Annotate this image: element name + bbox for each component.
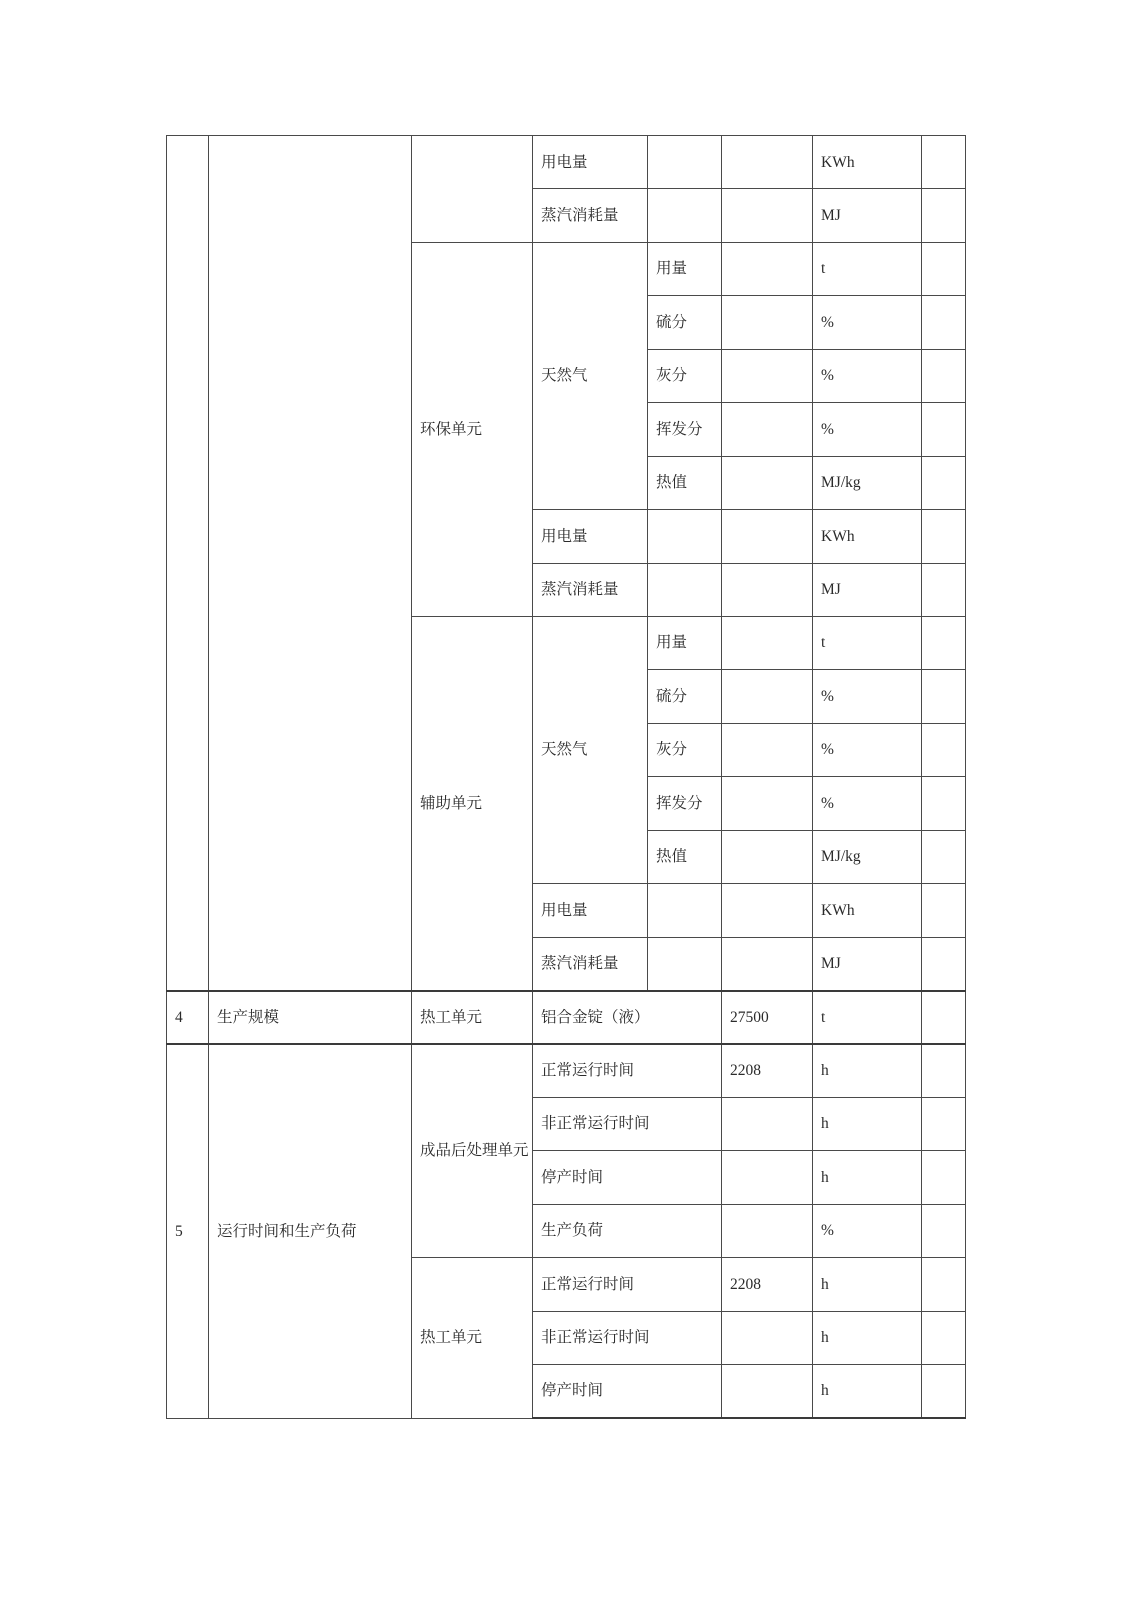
cell-value: [722, 242, 813, 295]
cell-measure-unit: KWh: [813, 136, 922, 189]
cell-measure-unit: MJ/kg: [813, 456, 922, 509]
cell-value: [722, 830, 813, 883]
cell-measure-unit: h: [813, 1097, 922, 1150]
cell-subitem-label: 灰分: [648, 349, 722, 402]
cell-value: [722, 670, 813, 723]
cell-item-label: 用电量: [533, 136, 648, 189]
cell-value: [722, 1204, 813, 1257]
cell-item-label: 蒸汽消耗量: [533, 937, 648, 990]
cell-remark-blank: [922, 136, 966, 189]
cell-value: [722, 937, 813, 990]
cell-serial-no: 4: [167, 991, 209, 1044]
cell-serial-no-blank: [167, 136, 209, 991]
cell-value: [722, 1097, 813, 1150]
cell-value: [722, 723, 813, 776]
cell-measure-unit: KWh: [813, 510, 922, 563]
cell-item-label: 用电量: [533, 884, 648, 937]
cell-value: [722, 616, 813, 669]
cell-remark-blank: [922, 1311, 966, 1364]
cell-measure-unit: KWh: [813, 884, 922, 937]
cell-item-label: 蒸汽消耗量: [533, 563, 648, 616]
cell-remark-blank: [922, 349, 966, 402]
cell-value: [722, 1311, 813, 1364]
cell-measure-unit: h: [813, 1365, 922, 1418]
cell-category-blank: [209, 136, 412, 991]
cell-item-label: 正常运行时间: [533, 1258, 722, 1311]
cell-value: [722, 349, 813, 402]
cell-remark-blank: [922, 189, 966, 242]
cell-subitem-label: 用量: [648, 616, 722, 669]
cell-remark-blank: [922, 723, 966, 776]
cell-measure-unit: %: [813, 723, 922, 776]
cell-item-label: 天然气: [533, 242, 648, 509]
cell-item-label: 蒸汽消耗量: [533, 189, 648, 242]
cell-measure-unit: h: [813, 1151, 922, 1204]
cell-item-label: 铝合金锭（液）: [533, 991, 722, 1044]
production-parameters-table: [166, 135, 966, 1419]
cell-measure-unit: MJ: [813, 937, 922, 990]
cell-value: [722, 510, 813, 563]
cell-subitem-blank: [648, 563, 722, 616]
cell-unit-name-blank: [412, 136, 533, 243]
table-row: [167, 1044, 966, 1097]
cell-value: [722, 563, 813, 616]
cell-subitem-blank: [648, 884, 722, 937]
cell-value: [722, 456, 813, 509]
cell-subitem-label: 热值: [648, 830, 722, 883]
cell-remark-blank: [922, 991, 966, 1044]
cell-subitem-label: 挥发分: [648, 777, 722, 830]
table-row: [167, 136, 966, 189]
cell-measure-unit: t: [813, 616, 922, 669]
cell-measure-unit: h: [813, 1311, 922, 1364]
cell-subitem-label: 热值: [648, 456, 722, 509]
cell-subitem-label: 用量: [648, 242, 722, 295]
cell-measure-unit: %: [813, 670, 922, 723]
cell-remark-blank: [922, 616, 966, 669]
cell-measure-unit: t: [813, 991, 922, 1044]
cell-item-label: 正常运行时间: [533, 1044, 722, 1097]
cell-serial-no: 5: [167, 1044, 209, 1418]
cell-remark-blank: [922, 403, 966, 456]
cell-remark-blank: [922, 563, 966, 616]
cell-item-label: 停产时间: [533, 1151, 722, 1204]
cell-subitem-blank: [648, 189, 722, 242]
cell-measure-unit: %: [813, 296, 922, 349]
cell-remark-blank: [922, 670, 966, 723]
cell-subitem-label: 挥发分: [648, 403, 722, 456]
cell-unit-name: 热工单元: [412, 991, 533, 1044]
cell-value: [722, 1151, 813, 1204]
cell-remark-blank: [922, 830, 966, 883]
cell-remark-blank: [922, 456, 966, 509]
cell-measure-unit: MJ: [813, 563, 922, 616]
cell-subitem-blank: [648, 937, 722, 990]
cell-remark-blank: [922, 884, 966, 937]
cell-unit-name: 成品后处理单元: [412, 1044, 533, 1258]
cell-subitem-label: 硫分: [648, 670, 722, 723]
cell-measure-unit: h: [813, 1044, 922, 1097]
cell-remark-blank: [922, 510, 966, 563]
cell-remark-blank: [922, 1365, 966, 1418]
cell-value: [722, 296, 813, 349]
cell-measure-unit: h: [813, 1258, 922, 1311]
cell-item-label: 生产负荷: [533, 1204, 722, 1257]
cell-remark-blank: [922, 1258, 966, 1311]
cell-subitem-blank: [648, 136, 722, 189]
cell-item-label: 非正常运行时间: [533, 1097, 722, 1150]
cell-value: [722, 189, 813, 242]
cell-item-label: 停产时间: [533, 1365, 722, 1418]
cell-remark-blank: [922, 937, 966, 990]
cell-unit-name: 辅助单元: [412, 616, 533, 990]
cell-value: [722, 777, 813, 830]
cell-category: 运行时间和生产负荷: [209, 1044, 412, 1418]
cell-remark-blank: [922, 296, 966, 349]
cell-value: 2208: [722, 1258, 813, 1311]
cell-measure-unit: %: [813, 1204, 922, 1257]
cell-category: 生产规模: [209, 991, 412, 1044]
cell-remark-blank: [922, 1097, 966, 1150]
cell-value: 27500: [722, 991, 813, 1044]
cell-measure-unit: MJ: [813, 189, 922, 242]
cell-measure-unit: %: [813, 349, 922, 402]
cell-remark-blank: [922, 242, 966, 295]
cell-value: [722, 884, 813, 937]
cell-value: [722, 403, 813, 456]
cell-remark-blank: [922, 1151, 966, 1204]
cell-unit-name: 环保单元: [412, 242, 533, 616]
cell-subitem-label: 灰分: [648, 723, 722, 776]
cell-subitem-blank: [648, 510, 722, 563]
cell-measure-unit: t: [813, 242, 922, 295]
cell-item-label: 用电量: [533, 510, 648, 563]
cell-measure-unit: %: [813, 403, 922, 456]
cell-item-label: 非正常运行时间: [533, 1311, 722, 1364]
cell-value: 2208: [722, 1044, 813, 1097]
cell-measure-unit: MJ/kg: [813, 830, 922, 883]
cell-remark-blank: [922, 1044, 966, 1097]
cell-measure-unit: %: [813, 777, 922, 830]
cell-item-label: 天然气: [533, 616, 648, 883]
cell-subitem-label: 硫分: [648, 296, 722, 349]
cell-remark-blank: [922, 1204, 966, 1257]
cell-remark-blank: [922, 777, 966, 830]
cell-unit-name: 热工单元: [412, 1258, 533, 1418]
cell-value: [722, 1365, 813, 1418]
table-row: [167, 991, 966, 1044]
cell-value: [722, 136, 813, 189]
